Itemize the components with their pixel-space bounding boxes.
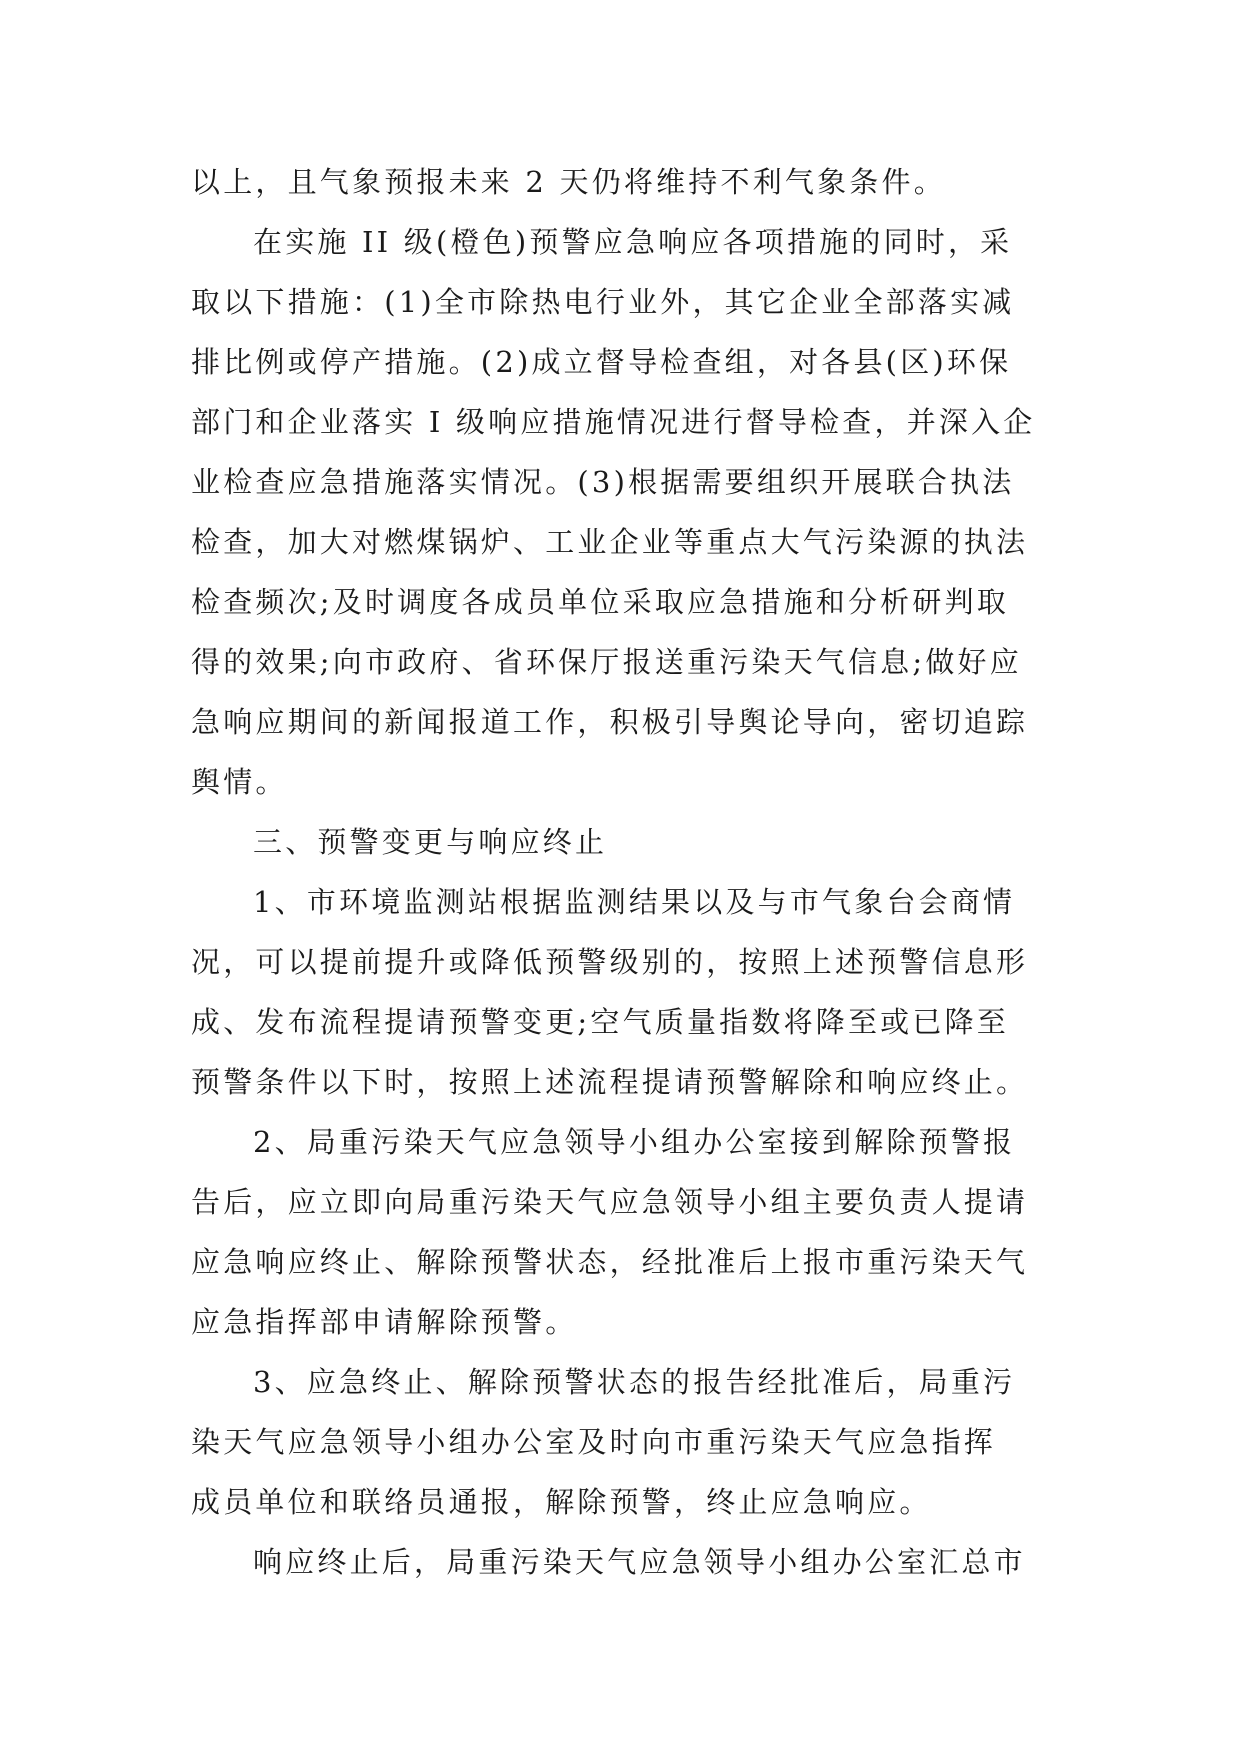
body-line: 舆情。	[191, 765, 288, 799]
body-line: 急响应期间的新闻报道工作，积极引导舆论导向，密切追踪	[191, 705, 1029, 739]
body-line: 应急响应终止、解除预警状态，经批准后上报市重污染天气	[191, 1245, 1029, 1279]
section-heading: 三、预警变更与响应终止	[253, 825, 608, 859]
paragraph-first-line: 在实施 II 级(橙色)预警应急响应各项措施的同时，采	[253, 225, 1013, 259]
body-line: 检查，加大对燃煤锅炉、工业企业等重点大气污染源的执法	[191, 525, 1029, 559]
body-line: 得的效果;向市政府、省环保厅报送重污染天气信息;做好应	[191, 645, 1022, 679]
body-line: 取以下措施：(1)全市除热电行业外，其它企业全部落实减	[191, 285, 1015, 319]
body-line: 应急指挥部申请解除预警。	[191, 1305, 578, 1339]
body-line: 排比例或停产措施。(2)成立督导检查组，对各县(区)环保	[191, 345, 1012, 379]
body-line: 成员单位和联络员通报，解除预警，终止应急响应。	[191, 1485, 932, 1519]
body-line: 告后，应立即向局重污染天气应急领导小组主要负责人提请	[191, 1185, 1029, 1219]
paragraph-first-line: 1、市环境监测站根据监测结果以及与市气象台会商情	[253, 885, 1016, 919]
body-line: 预警条件以下时，按照上述流程提请预警解除和响应终止。	[191, 1065, 1029, 1099]
body-line: 染天气应急领导小组办公室及时向市重污染天气应急指挥	[191, 1425, 997, 1459]
paragraph-first-line: 响应终止后，局重污染天气应急领导小组办公室汇总市	[253, 1545, 1026, 1579]
paragraph-first-line: 2、局重污染天气应急领导小组办公室接到解除预警报	[253, 1125, 1016, 1159]
body-line: 成、发布流程提请预警变更;空气质量指数将降至或已降至	[191, 1005, 1009, 1039]
body-line: 检查频次;及时调度各成员单位采取应急措施和分析研判取	[191, 585, 1009, 619]
body-line: 部门和企业落实 I 级响应措施情况进行督导检查，并深入企	[191, 405, 1036, 439]
document-body	[191, 152, 1061, 1592]
body-line: 业检查应急措施落实情况。(3)根据需要组织开展联合执法	[191, 465, 1015, 499]
paragraph-first-line: 3、应急终止、解除预警状态的报告经批准后，局重污	[253, 1365, 1016, 1399]
body-line: 况，可以提前提升或降低预警级别的，按照上述预警信息形	[191, 945, 1029, 979]
body-line: 以上，且气象预报未来 2 天仍将维持不利气象条件。	[191, 165, 946, 199]
